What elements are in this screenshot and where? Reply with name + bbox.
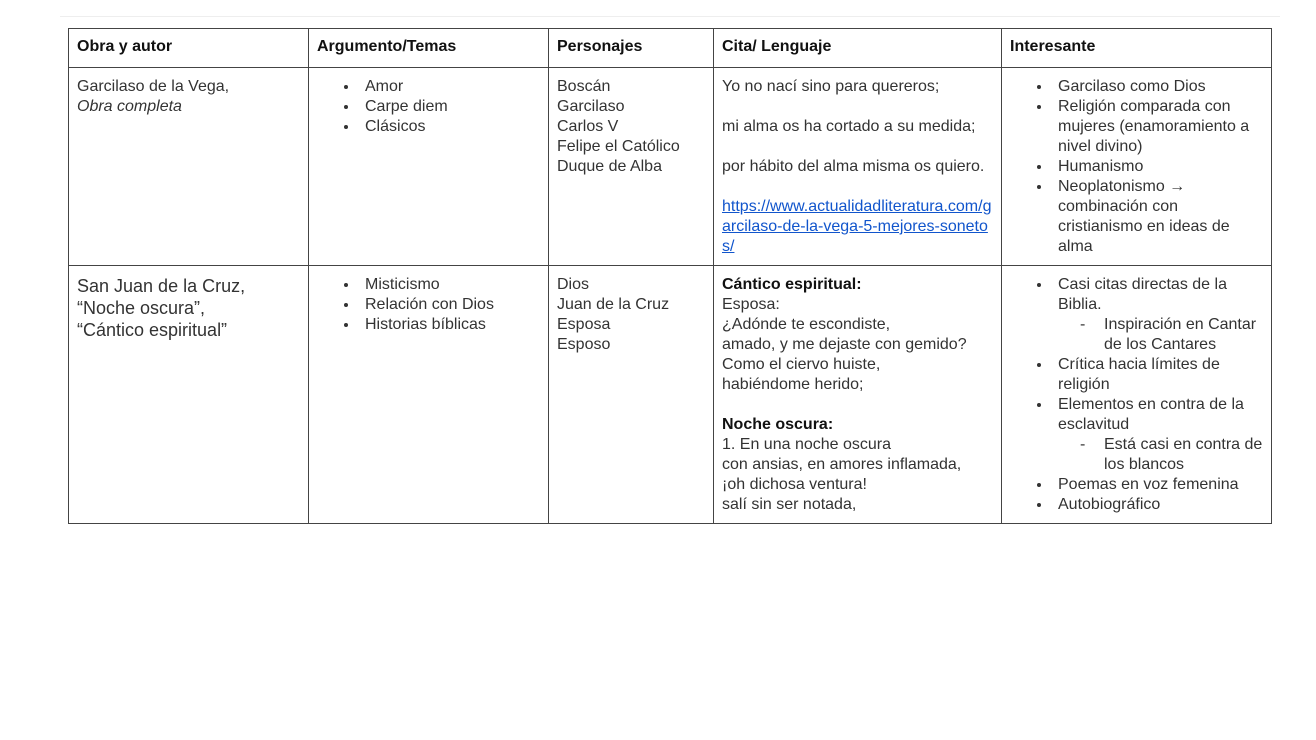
list-item: Juan de la Cruz <box>557 296 670 313</box>
temas-list <box>317 275 540 335</box>
header-obra-autor[interactable]: Obra y autor <box>69 29 309 68</box>
interesante-list <box>1010 77 1263 257</box>
list-item: • Religión comparada con mujeres (enamoramiento a nivel divino) <box>1052 97 1263 157</box>
cell-interesante[interactable] <box>1002 68 1272 266</box>
header-personajes[interactable]: Personajes <box>549 29 714 68</box>
sub-list-item: - Está casi en contra de los blancos <box>1088 435 1263 475</box>
list-item-text: Casi citas directas de la Biblia. <box>1058 276 1227 313</box>
list-item: Carlos V <box>557 118 619 135</box>
interesante-list <box>1010 275 1263 515</box>
quote-line: Yo no nací sino para quereros; <box>722 78 940 95</box>
table-row <box>69 68 1272 266</box>
list-item: Esposa <box>557 316 611 333</box>
header-argumento-temas[interactable]: Argumento/Temas <box>309 29 549 68</box>
list-item: • Poemas en voz femenina <box>1052 475 1263 495</box>
sub-list <box>1058 435 1263 475</box>
noche-quote: 1. En una noche oscura con ansias, en amores inflamada, ¡oh dichosa ventura! salí sin ser notada, <box>722 436 962 513</box>
list-item: • Amor <box>359 77 540 97</box>
spacer <box>722 97 993 117</box>
list-item: • Clásicos <box>359 117 540 137</box>
cell-interesante[interactable] <box>1002 266 1272 524</box>
cell-cita[interactable] <box>714 266 1002 524</box>
header-interesante[interactable]: Interesante <box>1002 29 1272 68</box>
spacer <box>722 395 993 415</box>
cell-personajes[interactable] <box>549 68 714 266</box>
cell-personajes[interactable] <box>549 266 714 524</box>
list-item: Garcilaso <box>557 98 625 115</box>
list-item: Felipe el Católico <box>557 138 680 155</box>
list-item: • Misticismo <box>359 275 540 295</box>
list-item: • Crítica hacia límites de religión <box>1052 355 1263 395</box>
spacer <box>722 177 993 197</box>
list-item: Esposo <box>557 336 611 353</box>
list-item: • Carpe diem <box>359 97 540 117</box>
sub-list <box>1058 315 1263 355</box>
author-name: Garcilaso de la Vega, <box>77 78 230 95</box>
cell-temas[interactable] <box>309 266 549 524</box>
list-item: • Historias bíblicas <box>359 315 540 335</box>
list-item: Dios <box>557 276 590 293</box>
temas-list <box>317 77 540 137</box>
top-divider <box>60 16 1280 17</box>
author-works: San Juan de la Cruz, “Noche oscura”, “Cántico espiritual” <box>77 276 246 340</box>
spacer <box>722 137 993 157</box>
list-item <box>1052 275 1263 355</box>
cantico-heading: Cántico espiritual: <box>722 276 862 293</box>
noche-heading: Noche oscura: <box>722 416 834 433</box>
list-item: • Autobiográfico <box>1052 495 1263 515</box>
list-item: Duque de Alba <box>557 158 662 175</box>
list-item <box>1052 395 1263 475</box>
source-link[interactable]: https://www.actualidadliteratura.com/garcilaso-de-la-vega-5-mejores-sonetos/ <box>722 198 992 255</box>
header-cita-lenguaje[interactable]: Cita/ Lenguaje <box>714 29 1002 68</box>
list-item: • Neoplatonismo → combinación con cristianismo en ideas de alma <box>1052 177 1263 257</box>
list-item: • Humanismo <box>1052 157 1263 177</box>
cell-obra-autor[interactable] <box>69 68 309 266</box>
literature-table <box>68 28 1272 524</box>
cell-temas[interactable] <box>309 68 549 266</box>
sub-list-item: - Inspiración en Cantar de los Cantares <box>1088 315 1263 355</box>
list-item: • Garcilaso como Dios <box>1052 77 1263 97</box>
list-item-text: Elementos en contra de la esclavitud <box>1058 396 1244 433</box>
table-row <box>69 266 1272 524</box>
quote-line: mi alma os ha cortado a su medida; <box>722 118 976 135</box>
header-row <box>69 29 1272 68</box>
quote-line: por hábito del alma misma os quiero. <box>722 158 985 175</box>
cantico-quote: Esposa: ¿Adónde te escondiste, amado, y me dejaste con gemido? Como el ciervo huiste, habiéndome herido; <box>722 296 967 393</box>
list-item: • Relación con Dios <box>359 295 540 315</box>
cell-obra-autor[interactable] <box>69 266 309 524</box>
cell-cita[interactable] <box>714 68 1002 266</box>
work-title: Obra completa <box>77 98 182 115</box>
list-item: Boscán <box>557 78 611 95</box>
